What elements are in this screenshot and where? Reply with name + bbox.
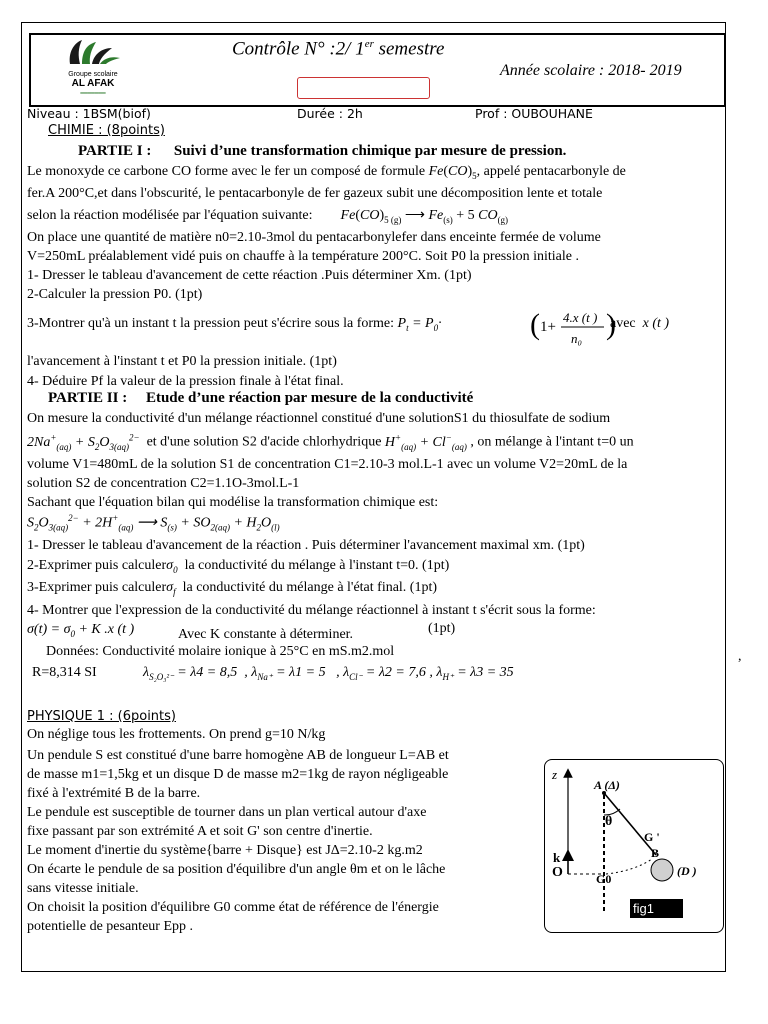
lambda-values: $\lambda_{S_2O_3^{2-}} = \lambda 4 = 8,5$ , $\lambda_{Na^+} = \lambda 1 = 5$ , $\lambda_{Cl^-} = \lambda 2 = 7,6$ , $\lambda_{H^+} = \lambda 3 = 35$ xyxy=(143,665,514,682)
theta-label: θ xyxy=(605,814,613,829)
phys-line-7: Le moment d'inertie du système{barre + Disque} est JΔ=2.10-2 kg.m2 xyxy=(27,843,423,858)
phys-line-10: On choisit la position d'équilibre G0 comme état de référence de l'énergie xyxy=(27,900,439,915)
svg-text:): ) xyxy=(606,308,616,341)
svg-text:1+: 1+ xyxy=(540,319,556,335)
q8-constant: Avec K constante à déterminer. xyxy=(178,627,354,642)
p1-line-4: On place une quantité de matière n0=2.10-3mol du pentacarbonylefer dans enceinte fermée de volume xyxy=(27,230,601,245)
phys-line-11: potentielle de pesanteur Epp . xyxy=(27,919,193,934)
duration-info: Durée : 2h xyxy=(297,106,363,121)
question-8: 4- Montrer que l'expression de la conductivité du mélange réactionnel à instant t s'écrit sous la forme: xyxy=(27,603,596,618)
phys-line-4: fixé à l'extrémité B de la barre. xyxy=(27,786,201,801)
question-1: 1- Dresser le tableau d'avancement de cette réaction .Puis déterminer Xm. (1pt) xyxy=(27,268,472,283)
figure-label: fig1 xyxy=(630,899,683,918)
level-info: Niveau : 1BSM(biof) xyxy=(27,106,151,121)
school-logo xyxy=(58,36,128,98)
stray-comma: , xyxy=(738,649,742,664)
r-constant: R=8,314 SI xyxy=(32,665,97,680)
a-label: A (Δ) xyxy=(594,778,620,792)
phys-line-1: On néglige tous les frottements. On prend g=10 N/kg xyxy=(27,727,326,742)
p2-line-1: On mesure la conductivité d'un mélange réactionnel constitué d'une solutionS1 du thiosulfate de sodium xyxy=(27,411,611,426)
p1-line-5: V=250mL préalablement vidé puis on chauffe à la température 200°C. Soit P0 la pression initiale . xyxy=(27,249,579,264)
part1-heading: PARTIE I : Suivi d’une transformation chimique par mesure de pression. xyxy=(78,143,567,159)
phys-line-9: sans vitesse initiale. xyxy=(27,881,139,896)
teacher-info: Prof : OUBOUHANE xyxy=(475,106,593,121)
p2-line-2: $2Na^+_{(aq)} + S_2O_{3(aq)}^{2-}$ et d'une solution S2 d'acide chlorhydrique $H^+_{(aq)} + Cl^-_{(aq)}$ , on mélange à l'intant t=0 un xyxy=(27,432,634,452)
name-box xyxy=(297,77,430,99)
data-line: Données: Conductivité molaire ionique à 25°C en mS.m2.mol xyxy=(46,644,395,659)
question-5: 1- Dresser le tableau d'avancement de la réaction . Puis déterminer l'avancement maximal xm. (1pt) xyxy=(27,538,585,553)
phys-line-6: fixe passant par son extrémité A et soit G' son centre d'inertie. xyxy=(27,824,373,839)
svg-text:━━━━━━━: ━━━━━━━ xyxy=(80,90,106,97)
question-2: 2-Calculer la pression P0. (1pt) xyxy=(27,287,203,302)
g0-label: G0 xyxy=(596,872,612,886)
p1-line-2: fer.A 200°C,et dans l'obscurité, le pentacarbonyle de fer gazeux subit une décomposition lente et totale xyxy=(27,186,603,201)
phys-line-3: de masse m1=1,5kg et un disque D de masse m2=1kg de rayon négligeable xyxy=(27,767,449,782)
question-7: 3-Exprimer puis calculerσ$_f$ la conductivité du mélange à l'état final. (1pt) xyxy=(27,580,438,597)
reaction-equation: $S_2O_{3(aq)}^{2-} + 2H^+_{(aq)}$ ⟶ $S_{(s)} + SO_{2(aq)} + H_2O_{(l)}$ xyxy=(27,513,280,533)
conductivity-formula: $\sigma(t) = \sigma_0 + K$ .x (t ) xyxy=(27,622,135,639)
q3-avec: avec x (t ) xyxy=(610,316,670,331)
question-3: 3-Montrer qu'à un instant t la pression peut s'écrire sous la forme: $P_t = P_0\cdot$ xyxy=(27,316,442,333)
phys-line-5: Le pendule est susceptible de tourner dans un plan vertical autour d'axe xyxy=(27,805,427,820)
p2-line-3: volume V1=480mL de la solution S1 de concentration C1=2.10-3 mol.L-1 avec un volume V2=20mL de la xyxy=(27,457,628,472)
d-label: (D ) xyxy=(677,864,697,878)
g-prime-label: G ' xyxy=(644,830,660,844)
disk-d xyxy=(651,859,673,881)
logo-text-2: AL AFAK xyxy=(71,78,115,89)
p2-line-5: Sachant que l'équation bilan qui modélise la transformation chimique est: xyxy=(27,495,439,510)
p1-line-3: selon la réaction modélisée par l'équation suivante: $Fe(CO)_{5 (g)}$ ⟶ $Fe_{(s)} + 5$ $CO_{(g)}$ xyxy=(27,208,509,225)
p2-line-4: solution S2 de concentration C2=1.1O-3mol.L-1 xyxy=(27,476,300,491)
svg-text:n₀: n₀ xyxy=(571,331,583,346)
phys-line-8: On écarte le pendule de sa position d'équilibre d'un angle θm et on le lâche xyxy=(27,862,446,877)
school-year: Année scolaire : 2018- 2019 xyxy=(500,62,682,79)
question-6: 2-Exprimer puis calculerσ$_0$ la conductivité du mélange à l'instant t=0. (1pt) xyxy=(27,558,450,575)
q8-points: (1pt) xyxy=(428,621,456,636)
p1-line-1: Le monoxyde ce carbone CO forme avec le fer un composé de formule $Fe(CO)_5$, appelé pentacarbonyle de xyxy=(27,164,626,181)
phys-line-2: Un pendule S est constitué d'une barre homogène AB de longueur L=AB et xyxy=(27,748,449,763)
k-label: k xyxy=(553,850,561,865)
svg-text:(: ( xyxy=(530,308,540,341)
pressure-formula xyxy=(528,305,618,349)
svg-text:4.x (t ): 4.x (t ) xyxy=(563,310,598,325)
q3-continuation: l'avancement à l'instant t et P0 la pression initiale. (1pt) xyxy=(27,354,337,369)
logo-text-1: Groupe scolaire xyxy=(68,71,118,78)
question-4: 4- Déduire Pf la valeur de la pression finale à l'état final. xyxy=(27,374,344,389)
physique-heading: PHYSIQUE 1 : (6points) xyxy=(27,709,176,724)
z-label: z xyxy=(552,767,558,782)
part2-heading: PARTIE II : Etude d’une réaction par mesure de la conductivité xyxy=(48,390,474,406)
o-label: O xyxy=(552,865,563,880)
page-title: Contrôle N° :2/ 1er semestre xyxy=(232,38,445,60)
b-label: B xyxy=(651,846,660,860)
chimie-heading: CHIMIE : (8points) xyxy=(48,123,165,138)
